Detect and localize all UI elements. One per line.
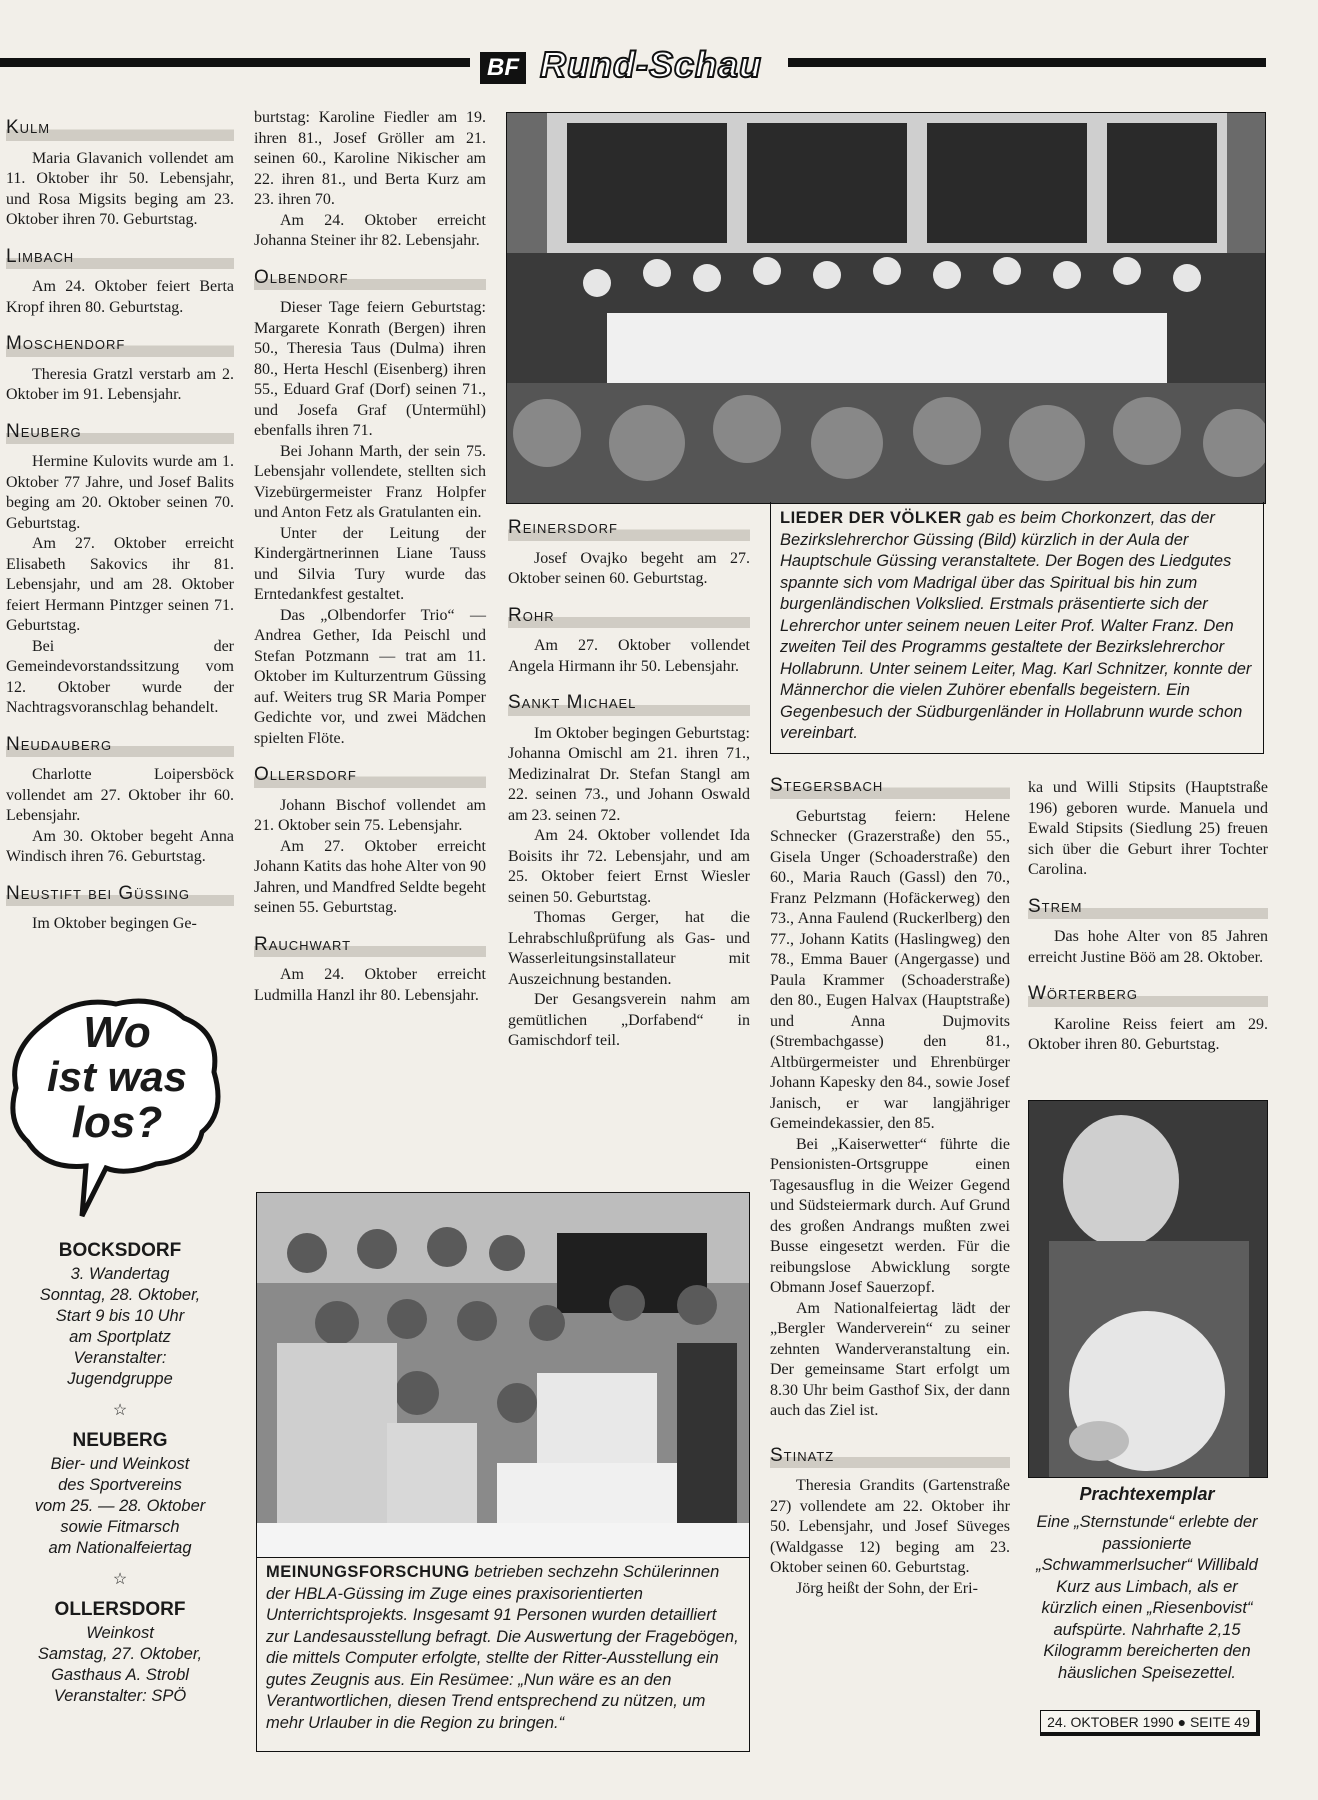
event-line: vom 25. — 28. Oktober: [34, 1497, 206, 1515]
event-line: Veranstalter:: [73, 1349, 167, 1367]
mushroom-photo-caption: Eine „Sternstunde“ erlebte der passionierte „Schwammerlsucher“ Willibald Kurz aus Limbach, als er kürzlich einen „Riesenbovist“ aufspürte. Nahrhafte 2,15 Kilogramm bereicherten den häuslichen Speisezettel.: [1036, 1513, 1258, 1682]
article-kulm: Maria Glavanich vollendet am 11. Oktober ihr 50. Lebensjahr, und Rosa Migsits beging am 23. Oktober ihren 70. Geburtstag.: [6, 149, 234, 228]
column-5: [1028, 778, 1268, 1056]
event-neuberg: [10, 1430, 230, 1559]
footer-date-page: 24. OKTOBER 1990 ● SEITE 49: [1040, 1710, 1260, 1736]
choir-caption-lead: LIEDER DER VÖLKER: [780, 509, 962, 527]
event-line: sowie Fitmarsch: [60, 1518, 180, 1536]
article-ollersdorf-1: Johann Bischof vollendet am 21. Oktober sein 75. Lebensjahr.: [254, 796, 486, 834]
heading-neustift: Neustift bei Güssing: [6, 882, 234, 907]
event-line: Bier- und Weinkost: [50, 1455, 190, 1473]
event-town: OLLERSDORF: [54, 1599, 186, 1620]
article-neustift: Im Oktober begingen Ge-: [32, 915, 197, 932]
article-neudauberg-2: Am 30. Oktober begeht Anna Windisch ihren 76. Geburtstag.: [6, 827, 234, 865]
event-town: NEUBERG: [72, 1430, 168, 1451]
choir-caption: [780, 508, 1256, 745]
event-line: Veranstalter: SPÖ: [53, 1687, 187, 1705]
article-stinatz-1: Theresia Grandits (Gartenstraße 27) vollendete am 22. Oktober ihr 50. Lebensjahr, und Josef Süveges (Waldgasse 12) beging am 23. Oktober seinen 60. Geburtstag.: [770, 1477, 1010, 1576]
mushroom-photo-image: [1029, 1101, 1267, 1477]
column-1: [6, 112, 234, 935]
article-rohr: Am 27. Oktober vollendet Angela Hirmann ihr 50. Lebensjahr.: [508, 637, 750, 675]
star-separator-icon: ☆: [112, 1571, 128, 1588]
event-line: Sonntag, 28. Oktober,: [39, 1286, 201, 1304]
heading-sankt-michael: Sankt Michael: [508, 691, 750, 716]
article-olbendorf-3: Unter der Leitung der Kindergärtnerinnen Liane Tauss und Silvia Tury wurde das Erntedankfest gestaltet.: [254, 524, 486, 603]
heading-neuberg: Neuberg: [6, 420, 234, 445]
survey-caption-text: betrieben sechzehn Schülerinnen der HBLA-Güssing im Zuge eines praxisorientierten Unterrichtsprojekts. Insgesamt 91 Personen wurden detailliert zur Landesausstellung befragt. Die Auswertung der Fragebögen, die mittels Computer erfolgte, stellte der Ritter-Ausstellung ein gutes Zeugnis aus. Ein Resümee: „Nun wäre es an den Verantwortlichen, diesen Trend entsprechend zu nützen, um mehr Urlauber in die Region zu bringen.“: [266, 1563, 739, 1732]
heading-kulm: Kulm: [6, 116, 234, 141]
heading-strem: Strem: [1028, 895, 1268, 920]
mushroom-photo: [1028, 1100, 1268, 1478]
header-logo: BF: [480, 52, 526, 84]
event-line: Jugendgruppe: [67, 1370, 173, 1388]
article-strem: Das hohe Alter von 85 Jahren erreicht Justine Böö am 28. Oktober.: [1028, 928, 1268, 966]
event-line: Start 9 bis 10 Uhr: [55, 1307, 185, 1325]
heading-reinersdorf: Reinersdorf: [508, 516, 750, 541]
article-stinatz-2: Jörg heißt der Sohn, der Eri-: [796, 1579, 978, 1597]
column-2: [254, 108, 486, 1006]
heading-limbach: Limbach: [6, 245, 234, 270]
heading-rohr: Rohr: [508, 604, 750, 629]
event-line: Gasthaus A. Strobl: [51, 1666, 189, 1684]
event-line: Samstag, 27. Oktober,: [37, 1645, 203, 1663]
header-rule-left: [0, 58, 470, 67]
heading-olbendorf: Olbendorf: [254, 266, 486, 291]
article-neustift-cont-1: burtstag: Karoline Fiedler am 19. ihren 81., Josef Gröller am 21. seinen 60., Karoline Nikischer am 22. ihren 81., und Berta Kurz am 23. ihren 70.: [254, 109, 486, 208]
article-neuberg-3: Bei der Gemeindevorstandssitzung vom 12. Oktober wurde der Nachtragsvoranschlag behandelt.: [6, 637, 234, 716]
heading-stinatz: Stinatz: [770, 1444, 1010, 1469]
article-rauchwart: Am 24. Oktober erreicht Ludmilla Hanzl ihr 80. Lebensjahr.: [254, 966, 486, 1004]
star-separator-icon: ☆: [112, 1402, 128, 1419]
bubble-line-2: ist was: [46, 1053, 188, 1100]
article-neudauberg-1: Charlotte Loipersböck vollendet am 27. Oktober ihr 60. Lebensjahr.: [6, 766, 234, 824]
article-sankt-michael-4: Der Gesangsverein nahm am gemütlichen „Dorfabend“ in Gamischdorf teil.: [508, 991, 750, 1049]
mushroom-photo-title: Prachtexemplar: [1079, 1484, 1215, 1504]
students-photo-image: [257, 1193, 749, 1557]
article-sankt-michael-3: Thomas Gerger, hat die Lehrabschlußprüfung als Gas- und Wasserleitungsinstallateur mit Auszeichnung bestanden.: [508, 909, 750, 988]
choir-photo: [506, 112, 1266, 504]
heading-woerterberg: Wörterberg: [1028, 982, 1268, 1007]
column-4: [770, 774, 1010, 1599]
article-sankt-michael-2: Am 24. Oktober vollendet Ida Boisits ihr 72. Lebensjahr, und am 25. Oktober feiert Ernst Wiesler seinen 50. Geburtstag.: [508, 827, 750, 906]
choir-photo-image: [507, 113, 1265, 503]
speech-bubble: [6, 992, 228, 1222]
article-limbach: Am 24. Oktober feiert Berta Kropf ihren 80. Geburtstag.: [6, 278, 234, 316]
header-title: Rund-Schau: [540, 44, 762, 85]
article-neuberg-1: Hermine Kulovits wurde am 1. Oktober 77 Jahre, und Josef Balits beging am 20. Oktober seinen 70. Geburtstag.: [6, 453, 234, 532]
bubble-line-1: Wo: [83, 1008, 151, 1057]
bubble-line-3: los?: [71, 1098, 163, 1147]
column-3: [508, 516, 750, 1052]
article-stinatz-cont: ka und Willi Stipsits (Hauptstraße 196) geboren wurde. Manuela und Ewald Stipsits (Siedlung 25) freuen sich über die Geburt ihrer Tochter Carolina.: [1028, 779, 1268, 878]
article-stegersbach-1: Geburtstag feiern: Helene Schnecker (Grazerstraße) den 55., Gisela Unger (Schoaderstraße) den 60., Maria Rauch (Gassl) den 70., Franz Pelzmann (Hofäckerweg) den 73., Anna Faulend (Ruckerlberg) den 77., Johann Katits (Haslingweg) den 78., Emma Bauer (Angergasse) und Paula Krammer (Schoaderstraße) den 80., Eugen Halvax (Hauptstraße) und Anna Dujmovits (Strembachgasse) den 81., Altbürgermeister und Ehrenbürger Johann Kapesky den 84., sowie Josef Janisch, er war langjähriger Gemeindekassier, den 85.: [770, 807, 1010, 1132]
heading-rauchwart: Rauchwart: [254, 933, 486, 958]
event-line: des Sportvereins: [58, 1476, 182, 1494]
header-rule-right: [788, 58, 1266, 67]
event-line: am Sportplatz: [69, 1328, 171, 1346]
event-ollersdorf: [10, 1599, 230, 1707]
article-woerterberg: Karoline Reiss feiert am 29. Oktober ihren 80. Geburtstag.: [1028, 1015, 1268, 1053]
event-town: BOCKSDORF: [58, 1240, 182, 1261]
event-bocksdorf: [10, 1240, 230, 1390]
article-reinersdorf: Josef Ovajko begeht am 27. Oktober seinen 60. Geburtstag.: [508, 549, 750, 587]
article-stegersbach-3: Am Nationalfeiertag lädt der „Bergler Wanderverein“ zu seiner zehnten Wanderveranstaltung ein. Der gemeinsame Start erfolgt um 8.30 Uhr beim Gasthof Six, der dann auch das Ziel ist.: [770, 1299, 1010, 1419]
events-list: [10, 1240, 230, 1707]
article-ollersdorf-2: Am 27. Oktober erreicht Johann Katits das hohe Alter von 90 Jahren, und Mandfred Seldte begeht seinen 55. Geburtstag.: [254, 837, 486, 916]
heading-stegersbach: Stegersbach: [770, 774, 1010, 799]
students-photo: [256, 1192, 750, 1558]
event-line: 3. Wandertag: [70, 1265, 170, 1283]
article-moschendorf: Theresia Gratzl verstarb am 2. Oktober im 91. Lebensjahr.: [6, 365, 234, 403]
article-stegersbach-2: Bei „Kaiserwetter“ führte die Pensionisten-Ortsgruppe einen Tagesausflug in die Weizer Gegend und Südsteiermark durch. Auf Grund des großen Andrangs mußten zwei Busse eingesetzt werden. Für die reibungslose Abwicklung sorgte Obmann Josef Sauerzopf.: [770, 1135, 1010, 1296]
heading-ollersdorf: Ollersdorf: [254, 763, 486, 788]
article-sankt-michael-1: Im Oktober begingen Geburtstag: Johanna Omischl am 21. ihren 71., Medizinalrat Dr. Stefan Stangl am 22. seinen 73., und Johann Oswald am 23. seinen 72.: [508, 724, 750, 824]
article-olbendorf-4: Das „Olbendorfer Trio“ — Andrea Gether, Ida Peischl und Stefan Potzmann — trat am 11. Oktober im Kulturzentrum Güssing auf. Weiters trug SR Maria Pomper Gedichte vor, und zwei Mädchen spielten Flöte.: [254, 606, 486, 747]
event-line: Weinkost: [86, 1624, 154, 1642]
survey-caption: [266, 1562, 742, 1734]
heading-neudauberg: Neudauberg: [6, 733, 234, 758]
choir-caption-text: gab es beim Chorkonzert, das der Bezirkslehrerchor Güssing (Bild) kürzlich in der Aula der Hauptschule Güssing veranstaltete. Der Bogen des Liedgutes spannte sich vom Madrigal über das Spiritual bis hin zum burgenländischen Volkslied. Erstmals präsentierte sich der Lehrerchor unter seinem neuen Leiter Prof. Walter Franz. Den zweiten Teil des Programms gestaltete der Bezirkslehrerchor Hollabrunn. Unter seinem Leiter, Mag. Karl Schnitzer, konnte der Männerchor die vielen Zuhörer ebenfalls begeistern. Ein Gegenbesuch der Südburgenländer in Hollabrunn wurde schon vereinbart.: [780, 509, 1252, 742]
event-line: am Nationalfeiertag: [48, 1539, 192, 1557]
article-neustift-cont-2: Am 24. Oktober erreicht Johanna Steiner ihr 82. Lebensjahr.: [254, 211, 486, 249]
article-olbendorf-1: Dieser Tage feiern Geburtstag: Margarete Konrath (Bergen) ihren 50., Theresia Taus (Dulma) ihren 80., Herta Heschl (Eisenberg) ihren 55., Eduard Graf (Dorf) seinen 71., und Josefa Graf (Untermühl) ebenfalls ihren 71.: [254, 299, 486, 439]
article-neuberg-2: Am 27. Oktober erreicht Elisabeth Sakovics ihr 81. Lebensjahr, und am 28. Oktober feiert Hermann Pintzger seinen 71. Geburtstag.: [6, 535, 234, 634]
survey-caption-lead: MEINUNGSFORSCHUNG: [266, 1563, 470, 1581]
heading-moschendorf: Moschendorf: [6, 332, 234, 357]
article-olbendorf-2: Bei Johann Marth, der sein 75. Lebensjahr vollendete, stellten sich Vizebürgermeister Franz Holpfer und Anton Fetz als Gratulanten ein.: [254, 442, 486, 521]
